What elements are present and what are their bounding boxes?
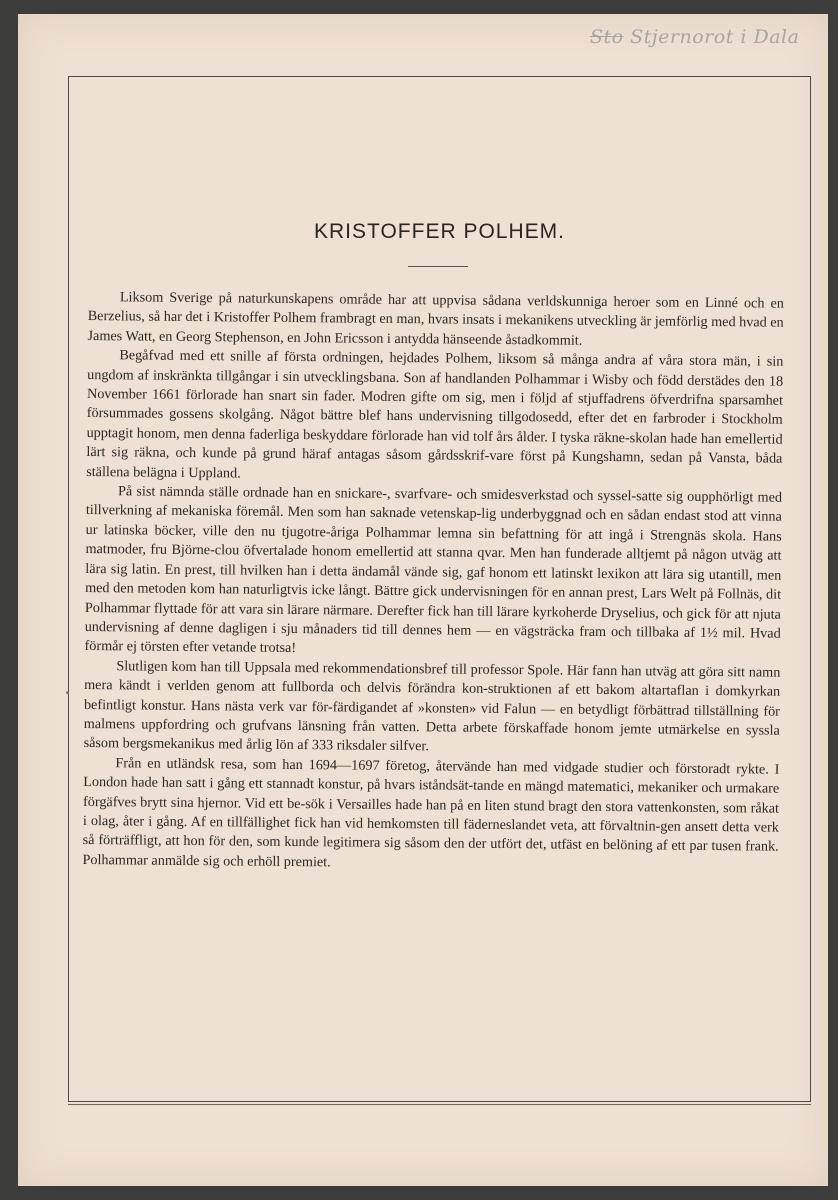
- handwritten-note-struck: Sto: [590, 26, 624, 48]
- handwritten-note: [590, 26, 799, 48]
- body-text: [82, 288, 784, 877]
- page-title: KRISTOFFER POLHEM.: [314, 220, 565, 243]
- paragraph: Från en utländsk resa, som han 1694—1697 företog, återvände han med vidgade studier och förstoradt rykte. I London hade han satt i gång ett stannadt konstur, på hvars iståndsät-tande en mängd matematici, mekaniker och urmakare förgäfves brytt sina hjernor. Vid ett be-sök i Versailles hade han på en liten stund bragt den stora vattenkonsten, som råkat i olag, åter i gång. Af en tillfällighet fick han vid hemkomsten till fäderneslandet veta, att förvaltnin-gen ansett detta verk så förträffligt, att hon för den, som kunde legitimera sig såsom den der utfört det, utfäst en belöning af ett par tusen frank. Polhammar anmälde sig och erhöll premiet.: [82, 755, 780, 871]
- paragraph: Begåfvad med ett snille af första ordningen, hejdades Polhem, liksom så många andra af våra stora män, i sin ungdom af inskränkta tillgångar i sin utvecklingsbana. Son af handlanden Polhammar i Wisby och född derstädes den 18 November 1661 förlorade han snart sin fader. Modren gifte om sig, men i följd af stjuffadrens öfverdrifna sparsamhet försummades gossens skolgång. Något bättre blef hans undervisning tillgodosedd, efter det en farbroder i Stockholm upptagit honom, men denna faderliga beskyddare förlorade han vid tolf års ålder. I tyska räkne-skolan hade han emellertid lärt sig räkna, och kunde på grund häraf antagas såsom gårdsskrif-vare först på Kungshamn, sedan på Vansta, båda ställena belägna i Uppland.: [86, 347, 784, 482]
- paragraph: Liksom Sverige på naturkunskapens område har att uppvisa sådana verldskunniga heroer som en Linné och en Berzelius, så har det i Kristoffer Polhem frambragt en man, hvars insats i mekanikens utveckling är jemförlig med hvad en James Watt, en Georg Stephenson, en John Ericsson i antydda hänseende åstadkommit.: [87, 289, 784, 349]
- margin-mark: [66, 691, 69, 694]
- title-divider: [408, 266, 468, 267]
- paragraph: På sist nämnda ställe ordnade han en snickare-, svarfvare- och smidesverkstad och syssel-satte sig oupphörligt med tillverkning af mekaniska föremål. Men som han saknade vetenskap-lig underbyggnad och en sådan endast stod att vinna ur latinska böcker, ville den nu tjugotre-åriga Polhammar lemna sin befattning för att ingå i Strengnäs skola. Hans matmoder, fru Björne-clou öfvertalade honom emellertid att stanna qvar. Men han funderade alltjemt på någon utväg att lära sig latin. En prest, till hvilken han i detta ändamål vände sig, gaf honom ett latinskt lexikon att lära sig utantill, men med den metoden kom han naturligtvis icke långt. Bättre gick undervisningen för en annan prest, Lars Welt på Follnäs, dit Polhammar flyttade för att vara sin lärare närmare. Derefter fick han till lärare kyrkoherde Dryselius, och gick för att njuta undervisning af denne dagligen i sju månaders tid till dennes hem — en vägsträcka fram och tillbaka af 1½ mil. Hvad förmår ej törsten efter vetande trotsa!: [84, 483, 783, 657]
- paragraph: Slutligen kom han till Uppsala med rekommendationsbref till professor Spole. Här fann han utväg att göra sitt namn mera kändt i verlden genom att fullborda och delvis förändra kon-struktionen af ett bakom altartaflan i domkyrkan befintligt konstur. Hans nästa verk var för-färdigandet af »konsten» vid Falun — en betydligt förbättrad tillställning för malmens uppfordring och grufvans länsning från vatten. Detta arbete förskaffade honom jemte utmärkelse en syssla såsom bergsmekanikus med årlig lön af 333 riksdaler silfver.: [83, 658, 781, 755]
- bottom-rule: [68, 1104, 811, 1105]
- handwritten-note-text: Stjernorot i Dala: [623, 26, 800, 48]
